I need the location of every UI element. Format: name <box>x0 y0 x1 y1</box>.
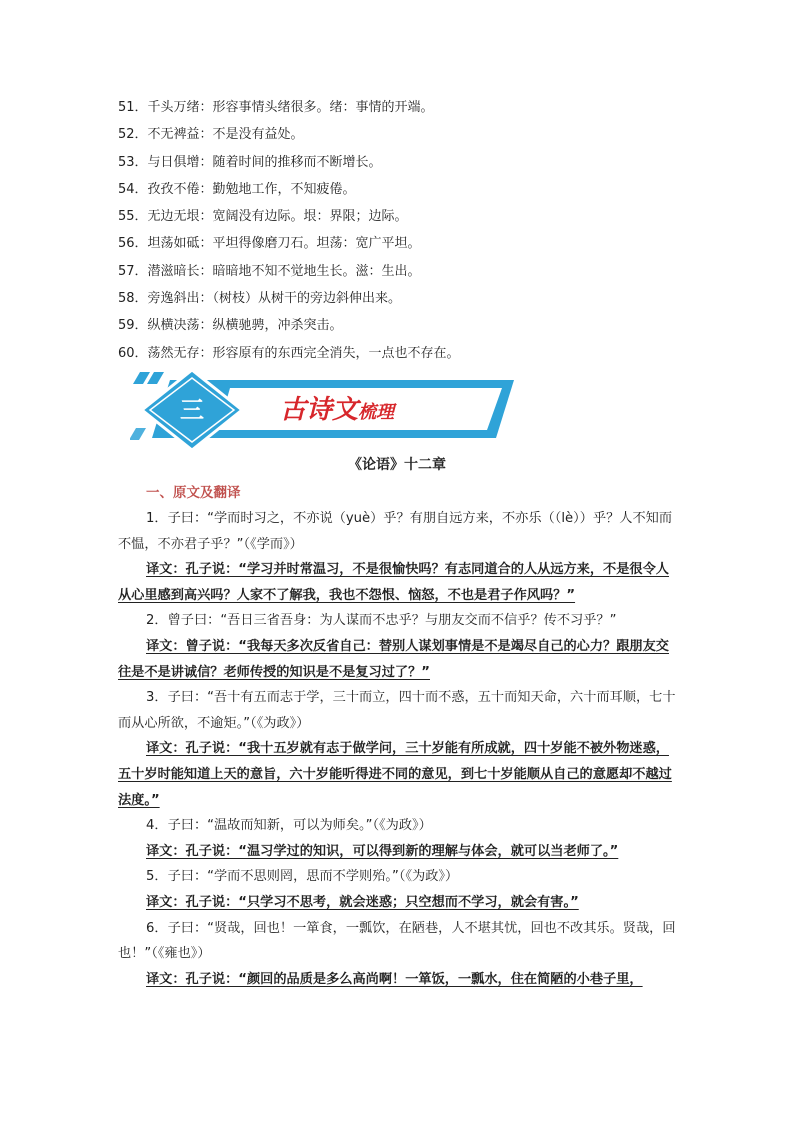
vocabulary-list <box>118 94 718 367</box>
passage-original: 3．子曰：“吾十有五而志于学，三十而立，四十而不惑，五十而知天命，六十而耳顺，七十而从心所欲，不逾矩。”（《为政》） <box>118 690 676 731</box>
passage-original: 2．曾子曰：“吾日三省吾身：为人谋而不忠乎？与朋友交而不信乎？传不习乎？” <box>146 613 617 629</box>
sub-heading: 一、原文及翻译 <box>146 485 241 501</box>
passage-translation: 译文：曾子说：“我每天多次反省自己：替别人谋划事情是不是竭尽自己的心力？跟朋友交往是不是讲诚信？老师传授的知识是不是复习过了？” <box>118 638 669 680</box>
section-title: 《论语》十二章 <box>348 457 446 473</box>
vocab-item: 57．潜滋暗长：暗暗地不知不觉地生长。滋：生出。 <box>118 263 421 279</box>
passage-original: 6．子曰：“贤哉，回也！一箪食，一瓢饮，在陋巷，人不堪其忧，回也不改其乐。贤哉，回也！”（《雍也》） <box>118 920 676 962</box>
vocab-item: 51．千头万绪：形容事情头绪很多。绪：事情的开端。 <box>118 100 434 115</box>
vocab-item: 59．纵横决荡：纵横驰骋，冲杀突击。 <box>118 318 343 334</box>
passage-translation: 译文：孔子说：“我十五岁就有志于做学问，三十岁能有所成就，四十岁能不被外物迷惑，五十岁时能知道上天的意旨，六十岁能听得进不同的意见，到七十岁能顺从自己的意愿却不越过法度。” <box>118 741 672 808</box>
passage-translation: 译文：孔子说：“学习并时常温习，不是很愉快吗？有志同道合的人从远方来，不是很令人从心里感到高兴吗？人家不了解我，我也不怨恨、恼怒，不也是君子作风吗？” <box>118 562 669 603</box>
passages <box>118 506 678 992</box>
banner-number: 三 <box>180 395 204 424</box>
passage-translation: 译文：孔子说：“只学习不思考，就会迷惑；只空想而不学习，就会有害。” <box>146 894 579 910</box>
vocab-item: 54．孜孜不倦：勤勉地工作，不知疲倦。 <box>118 181 356 197</box>
vocab-item: 52．不无裨益：不是没有益处。 <box>118 127 304 143</box>
banner-title-sub: 梳理 <box>358 402 395 423</box>
vocab-item: 60．荡然无存：形容原有的东西完全消失，一点也不存在。 <box>118 345 460 361</box>
passage-original: 5．子曰：“学而不思则罔，思而不学则殆。”（《为政》） <box>146 869 459 885</box>
vocab-item: 58．旁逸斜出：（树枝）从树干的旁边斜伸出来。 <box>118 291 402 307</box>
passage-translation: 译文：孔子说：“温习学过的知识，可以得到新的理解与体会，就可以当老师了。” <box>146 843 619 859</box>
vocab-item: 55．无边无垠：宽阔没有边际。垠：界限；边际。 <box>118 209 408 225</box>
passage-original: 4．子曰：“温故而知新，可以为师矣。”（《为政》） <box>146 818 432 834</box>
vocab-item: 56．坦荡如砥：平坦得像磨刀石。坦荡：宽广平坦。 <box>118 236 421 252</box>
passage-original: 1．子曰：“学而时习之，不亦说（yuè）乎？有朋自远方来，不亦乐（（lè））乎？人不知而不愠，不亦君子乎？”（《学而》） <box>118 511 673 552</box>
passage-translation: 译文：孔子说：“颜回的品质是多么高尚啊！一箪饭，一瓢水，住在简陋的小巷子里， <box>146 971 643 987</box>
section-banner <box>130 368 514 452</box>
vocab-item: 53．与日俱增：随着时间的推移而不断增长。 <box>118 154 382 170</box>
banner-title-main: 古诗文 <box>280 395 359 425</box>
